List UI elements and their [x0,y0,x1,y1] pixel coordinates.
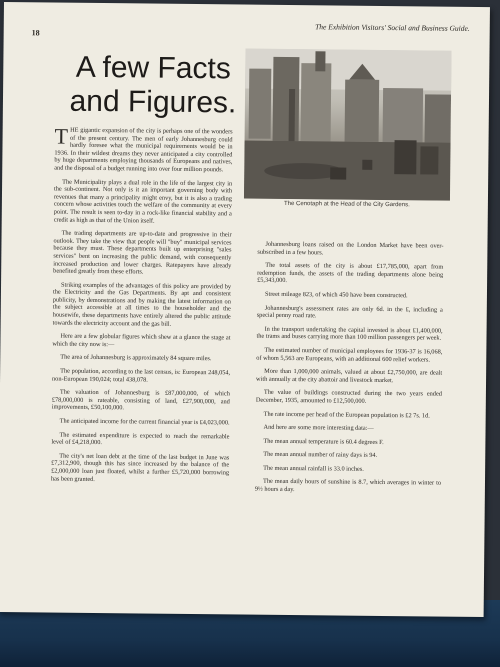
paragraph: The mean annual number of rainy days is 94. [263,451,378,460]
paragraph-text: HE gigantic expansion of the city is perhaps one of the wonders of the present century. The men of early Johannesburg could hardly foresee what the municipal requirements would be in 1936. In their wildest dreams they never anticipated a city controlled by huge departments employing thousands of Europeans and natives, and the disposal of a budget running into over four million pounds. [54,126,233,174]
running-head: The Exhibition Visitors' Social and Business Guide. [315,22,470,33]
paragraph: The rate income per head of the European population is £2 7s. 1d. [263,410,430,419]
paragraph [54,123,233,174]
paragraph: In the transport undertaking the capital invested is about £1,400,000, the trams and buses carrying more than 100 million passengers per week. [256,325,443,342]
paragraph: The population, according to the last census, is: European 248,054, non-European 190,024; total 438,078. [52,367,231,384]
paragraph: The area of Johannesburg is approximately 84 square miles. [60,354,212,363]
paragraph: The Municipality plays a dual role in the life of the largest city in the sub-continent. Not only is it an important governing body with revenues that many a principality might envy, but it is also a trading concern whose activities touch the welfare of the community at every point. The result is seen to-day in a rock-like financial stability and a credit as high as that of the Union itself. [53,178,233,225]
title-line-1: A few Facts [75,50,232,86]
paragraph: Johannesburg loans raised on the London Market have been over-subscribed in a few hours. [257,240,444,256]
paragraph: Street mileage 823, of which 450 have been constructed. [264,290,408,300]
drop-cap: T [54,123,69,149]
paragraph: The estimated expenditure is expected to reach the remarkable level of £4,218,000. [51,431,230,447]
paragraph: The valuation of Johannesburg is £87,000,000, of which £78,000,000 is rateable, consisting of land, £27,900,000, and improvements, £50,100,000. [51,388,230,412]
paragraph: Here are a few globular figures which shew at a glance the stage at which the city now is:— [52,332,231,349]
paragraph: The total assets of the city is about £17,785,000, apart from redemption funds, the assets of the trading departments alone being £5,343,000. [257,261,444,285]
page-number: 18 [31,28,40,38]
paragraph: The anticipated income for the current financial year is £4,023,000. [59,417,230,427]
paragraph: The mean annual rainfall is 33.0 inches. [263,464,364,473]
cenotaph-photo [244,49,452,201]
paragraph: The city's net loan debt at the time of the last budget in June was £7,312,900, though this has since increased by the balance of the £2,000,000 loan just floated, whilst a further £5,720,000 borrowing has been granted. [50,452,230,483]
right-column [255,241,444,502]
left-column [50,123,233,491]
paragraph: The mean annual temperature is 60.4 degrees F. [263,437,384,446]
photo-caption: The Cenotaph at the Head of the City Gardens. [283,200,410,209]
title-line-2: and Figures. [69,84,237,120]
paragraph: The value of buildings constructed during the two years ended December, 1935, amounted to £12,500,000. [255,389,442,405]
paragraph: The trading departments are up-to-date and progressive in their outlook. They take the view that people will "buy" municipal services because they must. These departments built up enterprising "sales services" bent on increasing the public demand, with consequently increased production and lower charges. Ratepayers have already benefited greatly from these efforts. [53,229,232,276]
paragraph: More than 1,000,000 animals, valued at about £2,750,000, are dealt with annually at the city abattoir and livestock market. [256,367,443,384]
paragraph: And here are some more interesting data:— [263,423,374,432]
magazine-page [0,2,490,617]
article-title [63,51,244,121]
paragraph: The estimated number of municipal employees for 1936-37 is 16,068, of whom 5,563 are Europeans, with an additional 600 relief workers. [256,346,443,364]
paragraph: The mean daily hours of sunshine is 8.7, which averages in winter to 9½ hours a day. [254,478,442,494]
paragraph: Johannesburg's assessment rates are only 6d. in the £, including a special penny road rate. [256,304,443,320]
paragraph: Striking examples of the advantages of this policy are provided by the Electricity and the Gas Departments. By apt and consistent publicity, by demonstrations and by making the latest information on the subject accessible at all times to the householder and the housewife, these departments have entirely altered the public attitude towards the electricity account and the gas bill. [52,281,232,328]
